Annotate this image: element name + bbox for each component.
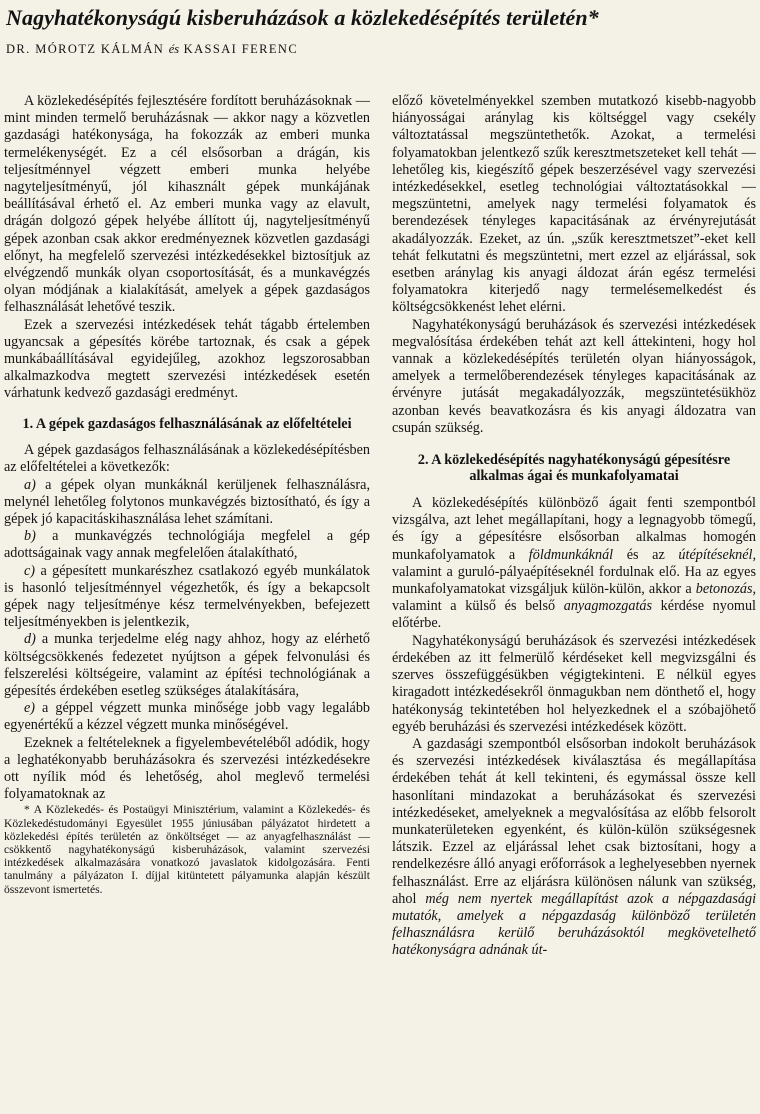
emphasis: útépítéseknél, — [678, 546, 757, 563]
list-text: a géppel végzett munka minősége jobb vagy legalább egyenértékű a kézzel végzett munka minőségével. — [4, 700, 371, 734]
list-label: a) — [24, 476, 36, 493]
right-column — [392, 93, 756, 960]
paragraph: Nagyhatékonyságú beruházások és szervezési intézkedések érdekében az itt felmerülő kérdéseket kell megvizsgálni és szerves összefüggésükben végigtekinteni. E nélkül egyes kiragadott intézkedésekről önmagukban nem dönthető el, hogy hatékonyság tekintetében hol helyezkednek el a szóbajöhető egyéb beruházási és szervezési intézkedések között. — [392, 632, 756, 735]
list-text: a munkavégzés technológiája megfelel a gép adottságainak vagy annak megfelelően átalakítható, — [4, 528, 370, 562]
paragraph: Nagyhatékonyságú beruházások és szervezési intézkedések megvalósítása érdekében tehát azt kell áttekinteni, hogy hol vannak a közlekedésépítés területén olyan hiányosságok, amelyek a termelőberendezések tényleges kapacitásának az érvényre jutását megakadályozzák, megszüntetésükhöz azonban kevés beavatkozásra és kis anyagi áldozatra van csupán szükség. — [392, 316, 756, 436]
paragraph: előző követelményekkel szemben mutatkozó kisebb-nagyobb hiányosságai aránylag kis költséggel vagy csekély változtatással megszüntethetők. Azokat, a termelési folyamatokban jelentkező szűk keresztmetszeteket kell tehát — lehetőleg kis, kiegészítő gépek beszerzésével vagy szervezési intézkedésekkel, esetleg technológiai változtatásokkal — megszüntetni, amelyek nagy termelési folyamatok és berendezések tényleges kapacitásának az érvényrejutását akadályozzák. Ezeket, az ún. „szűk keresztmetszet”-eket kell tehát felkutatni és megszüntetni, mert ezzel az eljárással, sok esetben aránylag kis anyagi áldozat árán egész termelési folyamatokra kiterjedő nagy termelésemelkedést és költségcsökkenést lehet elérni. — [392, 93, 756, 316]
emphasis: földmunkáknál — [528, 546, 614, 563]
authors-conjunction: és — [168, 42, 180, 56]
paragraph: Ezek a szervezési intézkedések tehát tágabb értelemben ugyancsak a gépesítés körébe tartoznak, és csak a gépek munkábaállításával egyidejűleg, azokhoz legszorosabban alkalmazkodva megtett szervezési intézkedések esetén várhatunk kedvező gazdasági eredményt. — [4, 316, 370, 402]
list-text: a munka terjedelme elég nagy ahhoz, hogy az elérhető költségcsökkenés fedezetet nyújtson a gépek felvonulási és felszerelési költségeire, valamint az építési technológiának a gépesítés érdekében esetleg szükséges átalakítására, — [4, 631, 370, 699]
text-run: A közlekedésépítés különböző ágait fenti szempontból vizsgálva, azt lehet megállapítani, hogy a legnagyobb tömegű, és így a gépesítésre elsősorban alkalmas homogén munkafolyamatok a — [392, 495, 756, 563]
text-run: és az — [626, 546, 665, 563]
text-run: A gazdasági szempontból elsősorban indokolt beruházások és szervezési intézkedések kiválasztása és megállapítása érdekében tehát át kell tekinteni, és egymással össze kell hasonlítani mindazokat a beruházásokat és szervezési intézkedéseket, amelyeknek a megvalósítása az előbb felsorolt munkaterületeken egyenként, és külön-külön szükségesnek látszik. Ezzel az eljárással lehet csak biztosítani, hogy a rendelkezésre álló anyagi erőforrások a leghelyesebben nyernek felhasználást. Erre az eljárásra különösen nálunk van szükség, ahol — [392, 735, 756, 907]
list-label: b) — [24, 528, 36, 545]
emphasis: betonozás, — [695, 581, 757, 598]
section-heading-1: 1. A gépek gazdaságos felhasználásának az előfeltételei — [22, 415, 352, 432]
list-item — [4, 700, 370, 734]
list-label: c) — [24, 562, 36, 579]
list-label: d) — [24, 631, 36, 648]
list-label: e) — [24, 700, 36, 717]
list-item — [4, 477, 370, 529]
paragraph: A gépek gazdaságos felhasználásának a közlekedésépítésben az előfeltételei a következők: — [4, 442, 370, 476]
list-text: a gépek olyan munkáknál kerüljenek felhasználásra, melynél lehetőleg folytonos munkavégzés biztosítható, és így a gépek jó kapacitáskihasználása lehet számítani. — [4, 476, 371, 527]
left-column — [4, 93, 370, 896]
list-item — [4, 631, 370, 700]
paragraph: A közlekedésépítés fejlesztésére fordított beruházásoknak — mint minden termelő beruházásnak — akkor nagy a közvetlen gazdasági hatékonysága, ha fokozzák az emberi munka termelékenységét. Ez a cél elsősorban a drágán, kis teljesítménnyel végzett emberi munka helyébe nagyteljesítményű, jól kihasznált gépek munkájának beállításával érhető el. Az emberi munka vagy az elavult, drágán dolgozó gépek helyébe állított új, nagyteljesítményű gépek azonban csak akkor eredményeznek közvetlen gazdasági előnyt, ha megfelelő szervezési intézkedésekkel biztosítjuk az elvégzendő munkák olyan csoportosítását, és a munkavégzés olyan módjának a kialakítását, amelyek a gépek gazdaságos felhasználását lehetővé teszik. — [4, 93, 370, 316]
list-item — [4, 528, 370, 562]
paragraph — [392, 736, 756, 960]
list-item — [4, 563, 370, 632]
author-1: DR. MÓROTZ KÁLMÁN — [6, 42, 165, 56]
emphasis: még nem nyertek megállapítást azok a népgazdasági mutatók, amelyek a népgazdaság különböző területén felhasználásra kerülő beruházásoktól megkövetelhető hatékonyságra adnának út- — [392, 890, 757, 959]
text-run: valamint a guruló-pályaépítéseknél fordulnak elő. Ha az egyes munkafolyamatokat vizsgáljuk külön-külön, akkor a — [392, 563, 756, 598]
article-title: Nagyhatékonyságú kisberuházások a közlekedésépítés területén* — [6, 5, 599, 30]
text-run: valamint a külső és belső — [392, 598, 556, 615]
article-authors — [6, 42, 298, 57]
section-heading-2: 2. A közlekedésépítés nagyhatékonyságú gépesítésre alkalmas ágai és munkafolyamatai — [417, 452, 731, 484]
list-text: a gépesített munkarészhez csatlakozó egyéb munkálatok is hasonló teljesítménnyel végezhetők, és így a bekapcsolt gépek nagy teljesítménye kész termelvényekben, befejezett teljesítményekben is jelentkezik, — [4, 562, 370, 631]
paragraph — [392, 495, 756, 633]
emphasis: anyagmozgatás — [563, 598, 653, 615]
footnote: * A Közlekedés- és Postaügyi Minisztérium, valamint a Közlekedés- és Közlekedéstudományi Egyesület 1955 júniusában pályázatot hirdetett a közlekedési építés területén az önköltséget — az anyagfelhasználást — csökkentő nagyhatékonyságú kisberuházások, valamint szervezési intézkedések alkalmazására vonatkozó javaslatok kidolgozására. Fenti tanulmány a pályázaton I. díjjal kitüntetett pályamunka alapján készült összevont ismertetés. — [4, 803, 370, 896]
paragraph: Ezeknek a feltételeknek a figyelembevételéből adódik, hogy a leghatékonyabb beruházásokra és szervezési intézkedésekre ott nyílik mód és lehetőség, ahol meglevő termelési folyamatoknak az — [4, 734, 370, 803]
author-2: KASSAI FERENC — [183, 42, 299, 56]
text-run: kérdése nyomul előtérbe. — [392, 598, 757, 632]
